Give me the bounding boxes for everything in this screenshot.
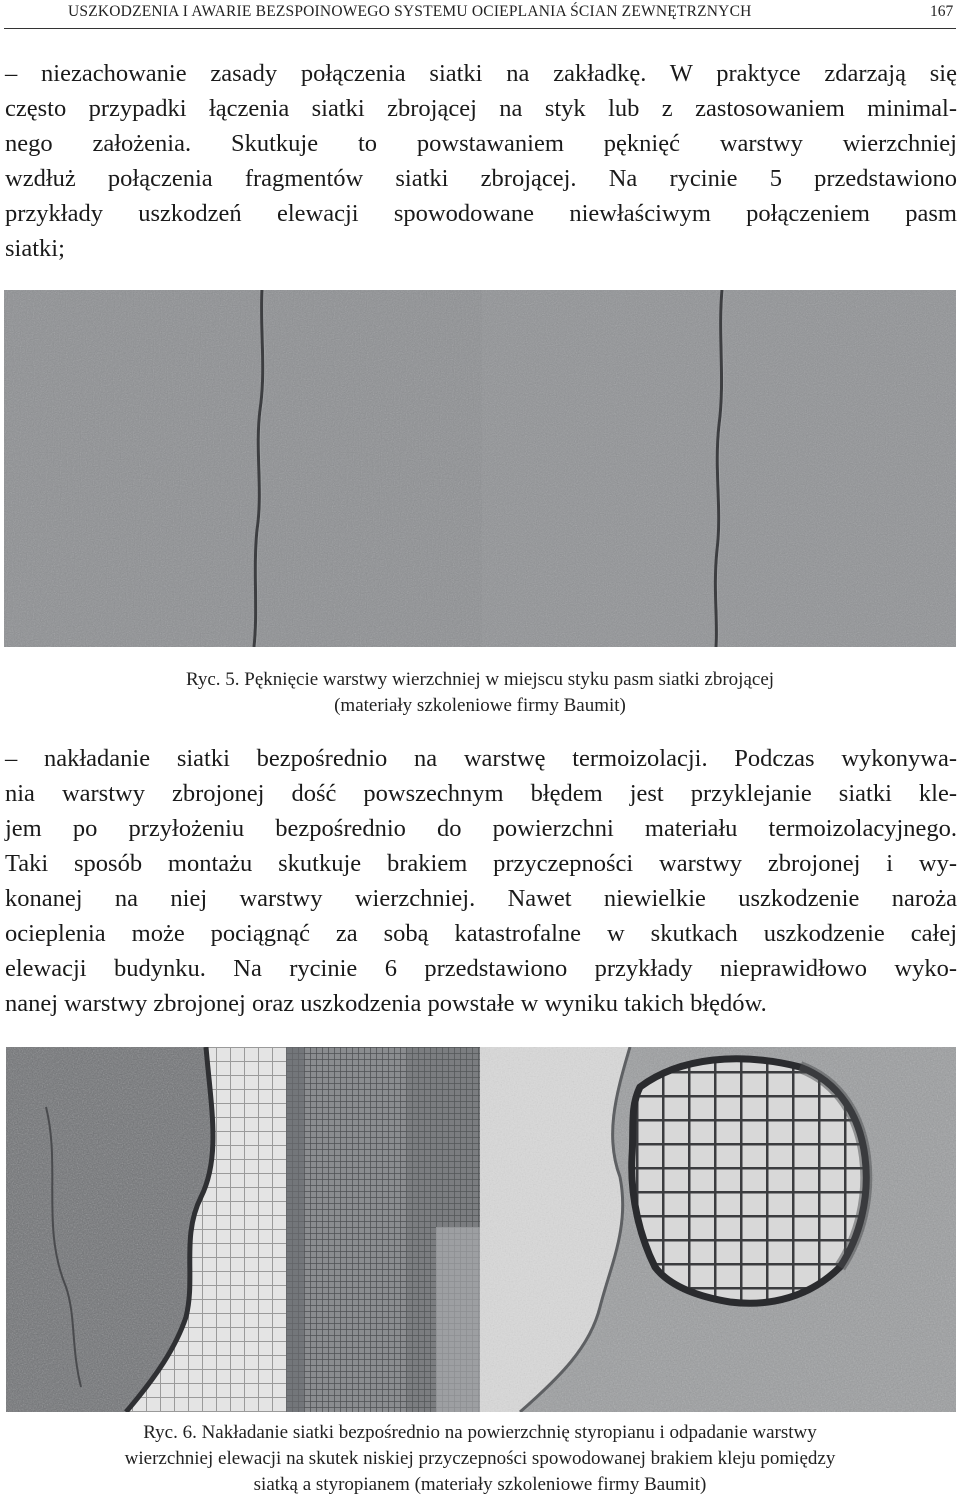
figure5-caption <box>0 667 960 719</box>
text-line: przykłady uszkodzeń elewacji spowodowane niewłaściwym połączeniem pasm <box>5 200 957 227</box>
page-number: 167 <box>930 3 954 20</box>
caption-line: (materiały szkoleniowe firmy Baumit) <box>334 695 626 716</box>
text-line: nanej warstwy zbrojonej oraz uszkodzenia powstałe w wyniku takich błędów. <box>5 990 767 1017</box>
caption-line: wierzchniej elewacji na skutek niskiej przyczepności spowodowanej brakiem kleju pomiędzy <box>124 1448 836 1469</box>
figure5-photo-right <box>482 290 956 647</box>
figure6-caption <box>0 1420 960 1498</box>
figure6-photo-mesh <box>286 1047 480 1412</box>
text-line: jem po przyłożeniu bezpośrednio do powierzchni materiału termoizolacyjnego. <box>5 815 957 842</box>
text-line: Taki sposób montażu skutkuje brakiem przyczepności warstwy zbrojonej i wy- <box>5 850 957 877</box>
caption-line: Ryc. 6. Nakładanie siatki bezpośrednio na powierzchnię styropianu i odpadanie warstwy <box>143 1422 817 1443</box>
paragraph-mesh-on-insulation <box>5 741 957 1021</box>
figure5-photo-left <box>4 290 482 647</box>
text-line: nego założenia. Skutkuje to powstawaniem pęknięć warstwy wierzchniej <box>5 130 957 157</box>
text-line: – niezachowanie zasady połączenia siatki na zakładkę. W praktyce zdarzają się <box>5 60 957 87</box>
figure6-photo-corner <box>6 1047 286 1412</box>
text-line: – nakładanie siatki bezpośrednio na warstwę termoizolacji. Podczas wykonywa- <box>5 745 957 772</box>
paragraph-joint-overlap <box>5 56 957 266</box>
header-title: USZKODZENIA I AWARIE BEZSPOINOWEGO SYSTEMU OCIEPLANIA ŚCIAN ZEWNĘTRZNYCH <box>68 3 752 20</box>
text-line: ocieplenia może pociągnąć za sobą katastrofalne w skutkach uszkodzenie całej <box>5 920 957 947</box>
text-line: często przypadki łączenia siatki zbrojącej na styk lub z zastosowaniem minimal- <box>5 95 957 122</box>
header-rule <box>4 28 956 29</box>
caption-line: Ryc. 5. Pęknięcie warstwy wierzchniej w miejscu styku pasm siatki zbrojącej <box>185 669 775 690</box>
text-line: wzdłuż połączenia fragmentów siatki zbrojącej. Na rycinie 5 przedstawiono <box>5 165 957 192</box>
text-line: elewacji budynku. Na rycinie 6 przedstawiono przykłady nieprawidłowo wyko- <box>5 955 957 982</box>
text-line: siatki; <box>5 235 65 262</box>
text-line: nia warstwy zbrojonej dość powszechnym błędem jest przyklejanie siatki kle- <box>5 780 957 807</box>
running-header <box>0 0 960 32</box>
figure6-photo-detached <box>480 1047 956 1412</box>
caption-line: siatką a styropianem (materiały szkoleniowe firmy Baumit) <box>253 1474 707 1495</box>
text-line: konanej na niej warstwy wierzchniej. Nawet niewielkie uszkodzenie naroża <box>5 885 957 912</box>
